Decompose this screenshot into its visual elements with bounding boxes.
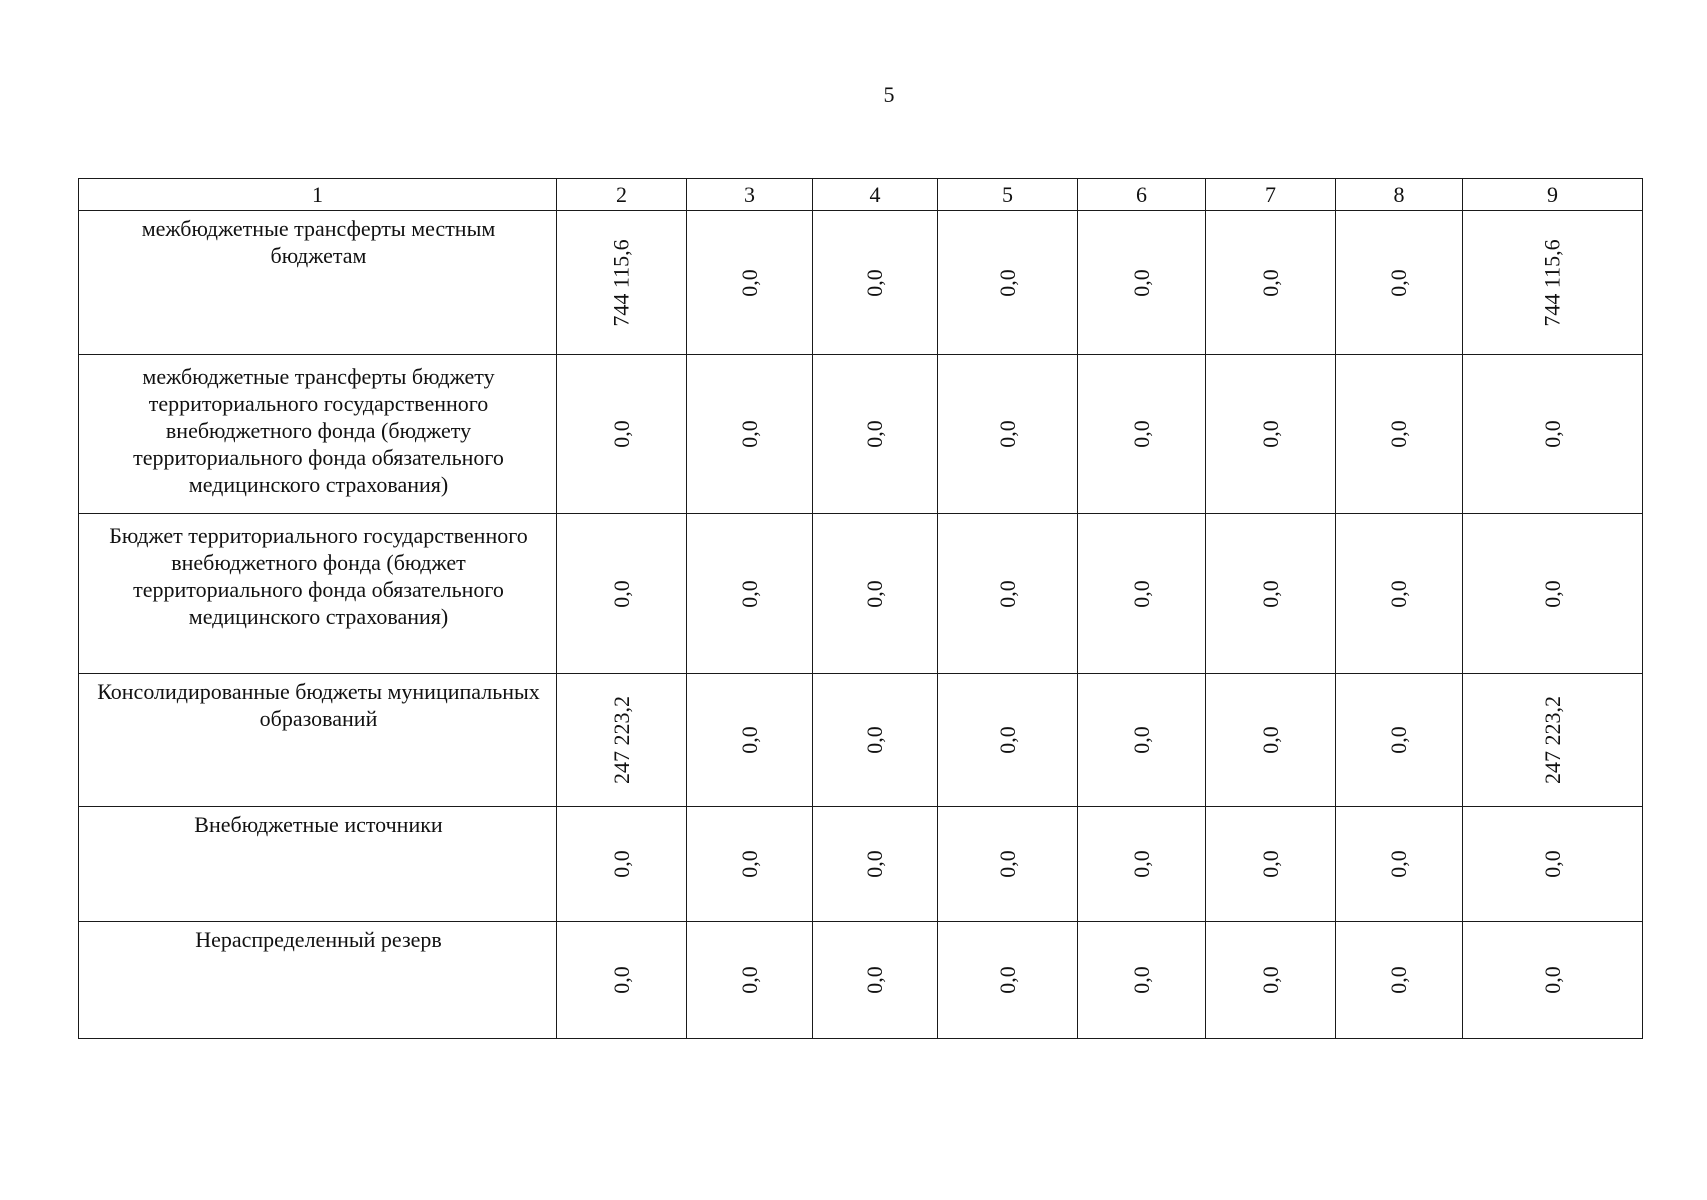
cell-value: 0,0 xyxy=(862,726,887,754)
value-cell xyxy=(813,922,938,1039)
value-cell xyxy=(687,211,813,355)
value-cell xyxy=(1463,807,1643,922)
budget-table xyxy=(78,178,1643,1039)
table-row xyxy=(79,674,1643,807)
cell-value: 0,0 xyxy=(608,966,634,994)
value-cell xyxy=(687,674,813,807)
row-label: Внебюджетные источники xyxy=(79,807,557,922)
cell-value: 0,0 xyxy=(1386,726,1411,754)
value-cell xyxy=(938,807,1078,922)
row-label: межбюджетные трансферты местным бюджетам xyxy=(79,211,557,355)
cell-value: 744 115,6 xyxy=(1539,238,1565,327)
value-cell xyxy=(1463,922,1643,1039)
value-cell xyxy=(1336,807,1463,922)
value-cell xyxy=(557,355,687,514)
cell-value: 0,0 xyxy=(608,579,634,608)
column-header: 2 xyxy=(557,179,687,211)
value-cell xyxy=(1206,514,1336,674)
cell-value: 0,0 xyxy=(1128,850,1154,878)
value-cell xyxy=(557,211,687,355)
value-cell xyxy=(1206,674,1336,807)
value-cell xyxy=(1336,922,1463,1039)
cell-value: 0,0 xyxy=(1386,268,1411,297)
table-row xyxy=(79,514,1643,674)
cell-value: 0,0 xyxy=(1386,850,1411,878)
cell-value: 0,0 xyxy=(1539,420,1565,448)
cell-value: 0,0 xyxy=(994,579,1020,608)
column-header: 4 xyxy=(813,179,938,211)
value-cell xyxy=(938,211,1078,355)
value-cell xyxy=(1336,355,1463,514)
cell-value: 0,0 xyxy=(1128,966,1154,994)
cell-value: 0,0 xyxy=(862,579,887,608)
value-cell xyxy=(1463,355,1643,514)
cell-value: 0,0 xyxy=(736,966,762,994)
table-body xyxy=(79,179,1643,1039)
cell-value: 0,0 xyxy=(1257,420,1283,448)
value-cell xyxy=(687,807,813,922)
value-cell xyxy=(1078,355,1206,514)
value-cell xyxy=(1206,211,1336,355)
value-cell xyxy=(557,514,687,674)
value-cell xyxy=(1463,211,1643,355)
column-header: 6 xyxy=(1078,179,1206,211)
value-cell xyxy=(813,514,938,674)
value-cell xyxy=(557,922,687,1039)
cell-value: 0,0 xyxy=(994,726,1020,754)
value-cell xyxy=(1336,514,1463,674)
cell-value: 0,0 xyxy=(862,420,887,448)
cell-value: 0,0 xyxy=(1539,579,1565,608)
value-cell xyxy=(813,355,938,514)
cell-value: 0,0 xyxy=(736,850,762,878)
row-label: межбюджетные трансферты бюджету территориального государственного внебюджетного фонда (бюджету территориального фонда обязательного медицинского страхования) xyxy=(79,355,557,514)
value-cell xyxy=(1463,514,1643,674)
cell-value: 0,0 xyxy=(608,850,634,878)
cell-value: 0,0 xyxy=(862,268,887,297)
column-number-row xyxy=(79,179,1643,211)
value-cell xyxy=(1206,807,1336,922)
value-cell xyxy=(1206,355,1336,514)
table-row xyxy=(79,211,1643,355)
value-cell xyxy=(687,514,813,674)
column-header: 5 xyxy=(938,179,1078,211)
cell-value: 0,0 xyxy=(1257,268,1283,297)
table-row xyxy=(79,922,1643,1039)
cell-value: 0,0 xyxy=(736,268,762,297)
cell-value: 0,0 xyxy=(1257,726,1283,754)
cell-value: 0,0 xyxy=(1386,966,1411,994)
cell-value: 0,0 xyxy=(736,579,762,608)
value-cell xyxy=(1206,922,1336,1039)
value-cell xyxy=(1078,211,1206,355)
cell-value: 0,0 xyxy=(1257,966,1283,994)
cell-value: 0,0 xyxy=(1386,579,1411,608)
column-header: 3 xyxy=(687,179,813,211)
cell-value: 247 223,2 xyxy=(608,696,634,784)
column-header: 1 xyxy=(79,179,557,211)
value-cell xyxy=(1336,211,1463,355)
value-cell xyxy=(938,674,1078,807)
row-label: Нераспределенный резерв xyxy=(79,922,557,1039)
table-row xyxy=(79,355,1643,514)
cell-value: 0,0 xyxy=(862,850,887,878)
value-cell xyxy=(1078,674,1206,807)
value-cell xyxy=(813,674,938,807)
cell-value: 0,0 xyxy=(608,420,634,448)
value-cell xyxy=(1078,922,1206,1039)
table-row xyxy=(79,807,1643,922)
cell-value: 0,0 xyxy=(1539,966,1565,994)
cell-value: 0,0 xyxy=(1539,850,1565,878)
cell-value: 0,0 xyxy=(994,420,1020,448)
cell-value: 0,0 xyxy=(1257,850,1283,878)
value-cell xyxy=(1463,674,1643,807)
value-cell xyxy=(687,922,813,1039)
column-header: 9 xyxy=(1463,179,1643,211)
cell-value: 0,0 xyxy=(736,420,762,448)
value-cell xyxy=(687,355,813,514)
cell-value: 0,0 xyxy=(994,966,1020,994)
value-cell xyxy=(557,674,687,807)
cell-value: 0,0 xyxy=(736,726,762,754)
cell-value: 0,0 xyxy=(1386,420,1411,448)
value-cell xyxy=(813,807,938,922)
cell-value: 0,0 xyxy=(1257,579,1283,608)
cell-value: 0,0 xyxy=(994,850,1020,878)
value-cell xyxy=(938,922,1078,1039)
cell-value: 0,0 xyxy=(1128,268,1154,297)
row-label: Консолидированные бюджеты муниципальных образований xyxy=(79,674,557,807)
value-cell xyxy=(938,514,1078,674)
value-cell xyxy=(1336,674,1463,807)
cell-value: 0,0 xyxy=(994,268,1020,297)
cell-value: 247 223,2 xyxy=(1539,696,1565,784)
column-header: 8 xyxy=(1336,179,1463,211)
row-label: Бюджет территориального государственного внебюджетного фонда (бюджет территориального фонда обязательного медицинского страхования) xyxy=(79,514,557,674)
cell-value: 0,0 xyxy=(1128,579,1154,608)
column-header: 7 xyxy=(1206,179,1336,211)
cell-value: 0,0 xyxy=(1128,420,1154,448)
cell-value: 0,0 xyxy=(1128,726,1154,754)
value-cell xyxy=(1078,807,1206,922)
cell-value: 0,0 xyxy=(862,966,887,994)
value-cell xyxy=(813,211,938,355)
cell-value: 744 115,6 xyxy=(608,238,634,327)
value-cell xyxy=(1078,514,1206,674)
page-number: 5 xyxy=(883,82,895,107)
value-cell xyxy=(557,807,687,922)
value-cell xyxy=(938,355,1078,514)
